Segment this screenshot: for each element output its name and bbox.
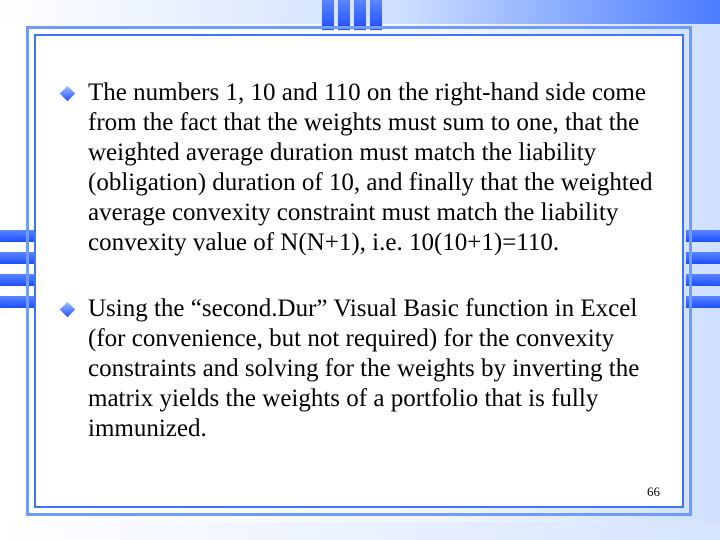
diamond-bullet-icon [60,302,76,318]
bottom-gradient-band [0,522,720,540]
slide-content [56,78,666,480]
bullet-item-1 [56,78,666,258]
bullet-item-2 [56,294,666,444]
page-number: 66 [647,484,660,499]
bullet-text-1: The numbers 1, 10 and 110 on the right-hand side come from the fact that the weights must sum to one, that the weighted average duration must match the liability (obligation) duration of 10, and finally that the weighted average convexity constraint must match the liability convexity value of N(N+1), i.e. 10(10+1)=110. [88,79,653,256]
bullet-text-2: Using the “second.Dur” Visual Basic function in Excel (for convenience, but not required) for the convexity constraints and solving for the weights by inverting the matrix yields the weights of a portfolio that is fully immunized. [88,295,640,442]
diamond-bullet-icon [60,86,76,102]
